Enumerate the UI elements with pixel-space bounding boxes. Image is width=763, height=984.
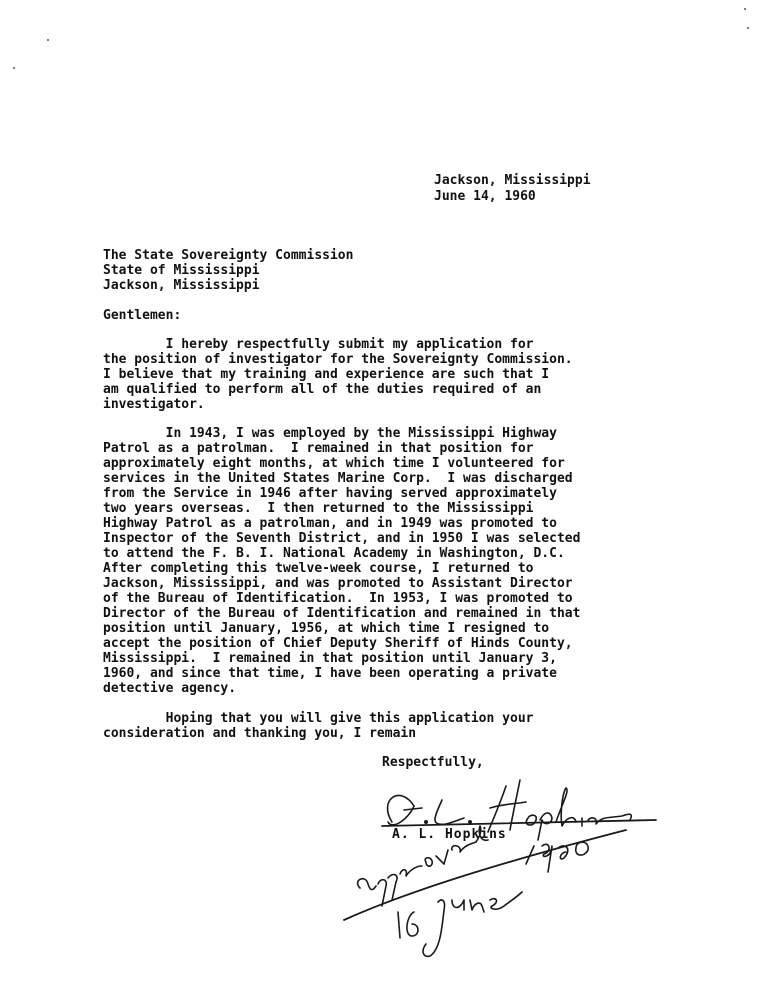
scan-speck xyxy=(47,39,49,41)
paragraph-line: Director of the Bureau of Identification and remained in that xyxy=(103,606,581,621)
paragraph-line: I hereby respectfully submit my application for xyxy=(103,337,534,352)
paragraph-line: consideration and thanking you, I remain xyxy=(103,726,417,741)
paragraph-line: I believe that my training and experience are such that I xyxy=(103,367,550,382)
addressee-name: The State Sovereignty Commission xyxy=(103,248,354,263)
typed-signature-name: A. L. Hopkins xyxy=(392,827,507,842)
paragraph-line: Mississippi. I remained in that position until January 3, xyxy=(103,651,557,666)
scan-speck xyxy=(744,8,746,10)
addressee-city: Jackson, Mississippi xyxy=(103,278,260,293)
salutation: Gentlemen: xyxy=(103,308,182,323)
paragraph-line: Jackson, Mississippi, and was promoted to Assistant Director xyxy=(103,576,573,591)
paragraph-line: accept the position of Chief Deputy Sheriff of Hinds County, xyxy=(103,636,573,651)
paragraph-line: position until January, 1956, at which time I resigned to xyxy=(103,621,550,636)
paragraph-line: approximately eight months, at which time I volunteered for xyxy=(103,456,565,471)
letter-date: June 14, 1960 xyxy=(434,189,536,204)
paragraph-line: services in the United States Marine Corp. I was discharged xyxy=(103,471,573,486)
handwritten-signature xyxy=(330,760,660,970)
paragraph-line: detective agency. xyxy=(103,681,237,696)
signature-block xyxy=(330,760,660,970)
scan-speck xyxy=(747,27,749,29)
paragraph-line: Patrol as a patrolman. I remained in that position for xyxy=(103,441,534,456)
paragraph-line: Inspector of the Seventh District, and in 1950 I was selected xyxy=(103,531,581,546)
paragraph-line: After completing this twelve-week course, I returned to xyxy=(103,561,534,576)
addressee-state: State of Mississippi xyxy=(103,263,260,278)
paragraph-line: of the Bureau of Identification. In 1953, I was promoted to xyxy=(103,591,573,606)
paragraph-line: Highway Patrol as a patrolman, and in 1949 was promoted to xyxy=(103,516,557,531)
paragraph-line: Hoping that you will give this application your xyxy=(103,711,534,726)
paragraph-line: to attend the F. B. I. National Academy in Washington, D.C. xyxy=(103,546,565,561)
sender-city: Jackson, Mississippi xyxy=(434,173,591,188)
paragraph-line: the position of investigator for the Sovereignty Commission. xyxy=(103,352,573,367)
paragraph-line: from the Service in 1946 after having served approximately xyxy=(103,486,557,501)
complimentary-close: Respectfully, xyxy=(382,755,484,770)
paragraph-line: two years overseas. I then returned to the Mississippi xyxy=(103,501,534,516)
paragraph-line: In 1943, I was employed by the Mississippi Highway xyxy=(103,426,557,441)
scan-speck xyxy=(13,67,15,69)
paragraph-line: investigator. xyxy=(103,397,205,412)
paragraph-line: 1960, and since that time, I have been operating a private xyxy=(103,666,557,681)
paragraph-line: am qualified to perform all of the duties required of an xyxy=(103,382,542,397)
